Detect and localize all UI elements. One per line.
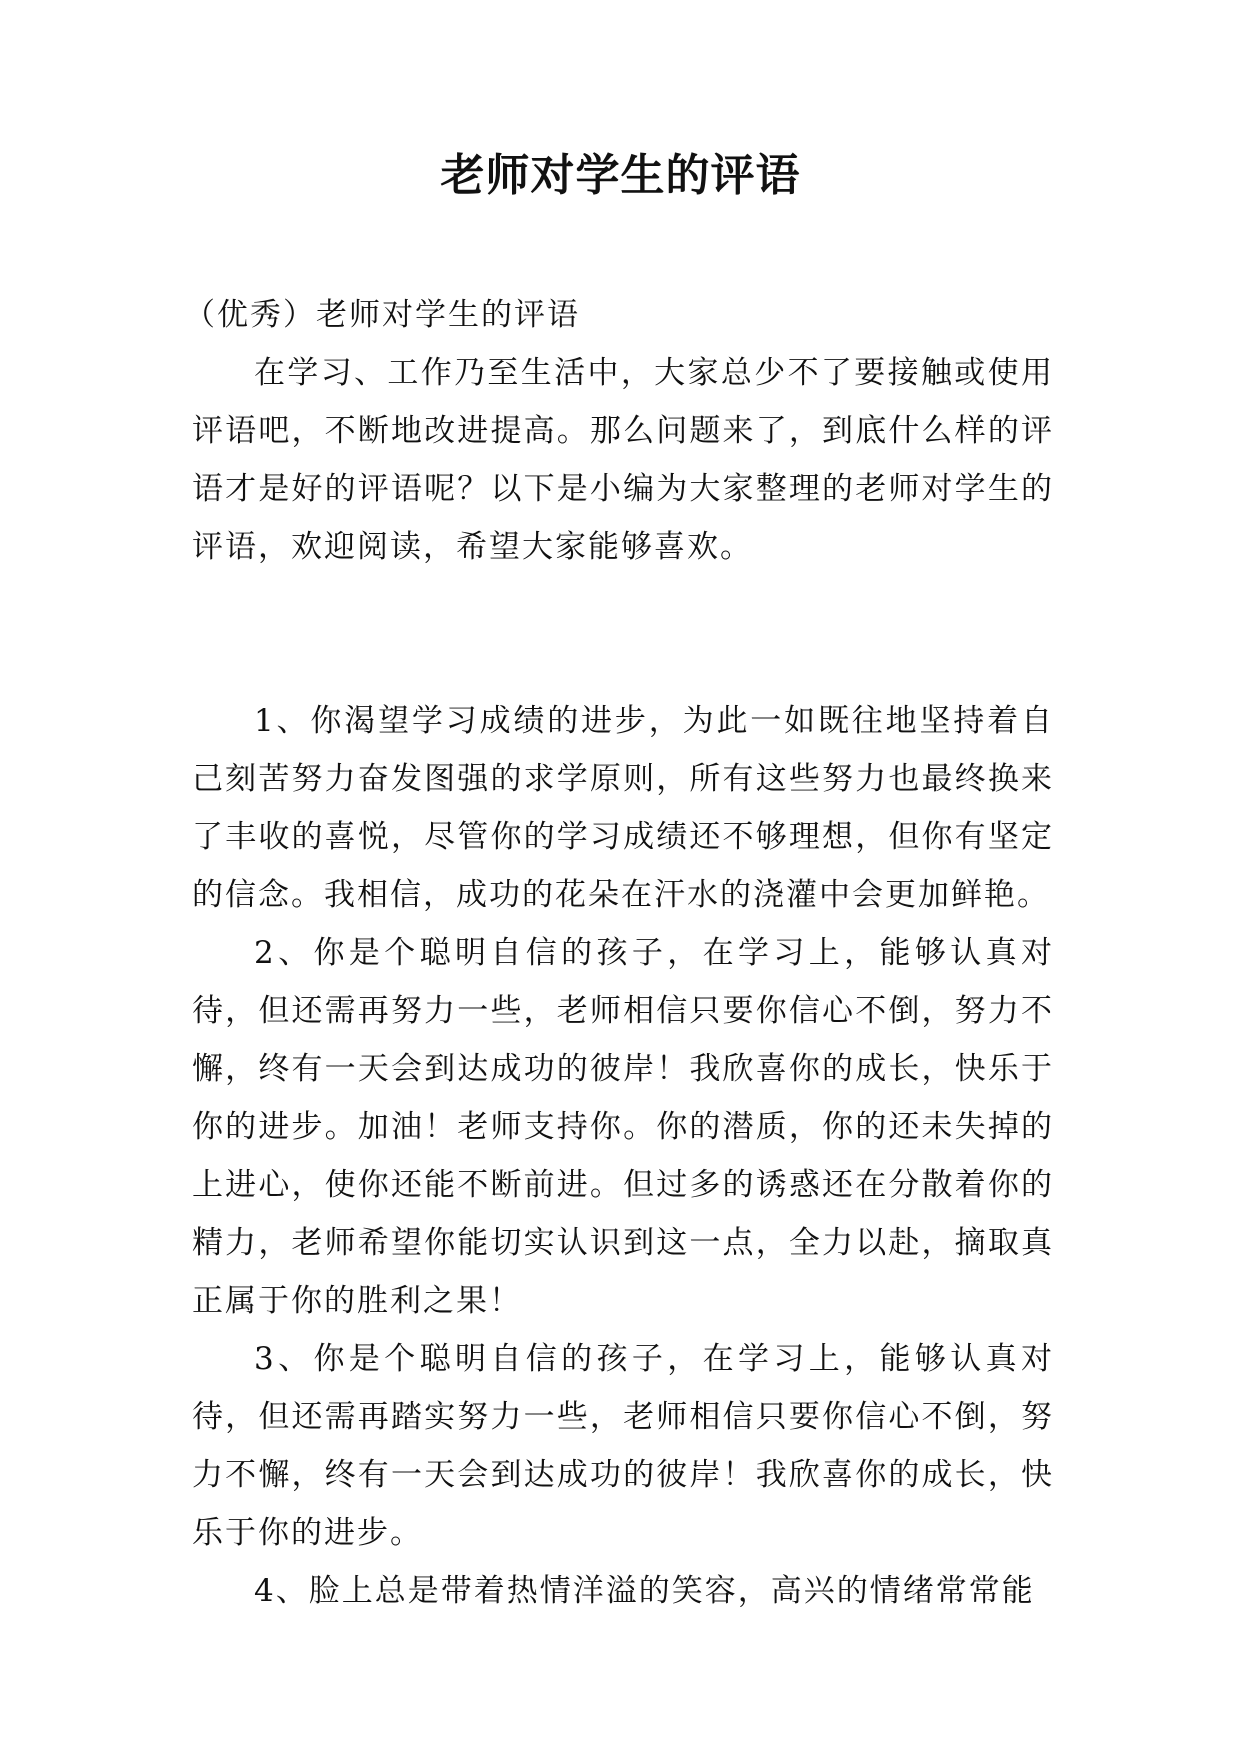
intro-paragraph: 在学习、工作乃至生活中，大家总少不了要接触或使用评语吧，不断地改进提高。那么问题来了，到底什么样的评语才是好的评语呢？以下是小编为大家整理的老师对学生的评语，欢迎阅读，希望大家能够喜欢。 xyxy=(192,355,1054,565)
document-body xyxy=(184,286,1054,1620)
paragraph-spacer xyxy=(192,576,1054,692)
comment-item-2: 2、你是个聪明自信的孩子，在学习上，能够认真对待，但还需再努力一些，老师相信只要你信心不倒，努力不懈，终有一天会到达成功的彼岸！我欣喜你的成长，快乐于你的进步。加油！老师支持你。你的潜质，你的还未失掉的上进心，使你还能不断前进。但过多的诱惑还在分散着你的精力，老师希望你能切实认识到这一点，全力以赴，摘取真正属于你的胜利之果！ xyxy=(192,935,1054,1319)
document-title: 老师对学生的评语 xyxy=(440,150,801,201)
comment-item-1: 1、你渴望学习成绩的进步，为此一如既往地坚持着自己刻苦努力奋发图强的求学原则，所有这些努力也最终换来了丰收的喜悦，尽管你的学习成绩还不够理想，但你有坚定的信念。我相信，成功的花朵在汗水的浇灌中会更加鲜艳。 xyxy=(192,703,1054,913)
comment-item-3: 3、你是个聪明自信的孩子，在学习上，能够认真对待，但还需再踏实努力一些，老师相信只要你信心不倒，努力不懈，终有一天会到达成功的彼岸！我欣喜你的成长，快乐于你的进步。 xyxy=(192,1341,1054,1551)
comment-item-4: 4、脸上总是带着热情洋溢的笑容，高兴的情绪常常能 xyxy=(254,1573,1035,1609)
document-subtitle: （优秀）老师对学生的评语 xyxy=(184,297,580,333)
